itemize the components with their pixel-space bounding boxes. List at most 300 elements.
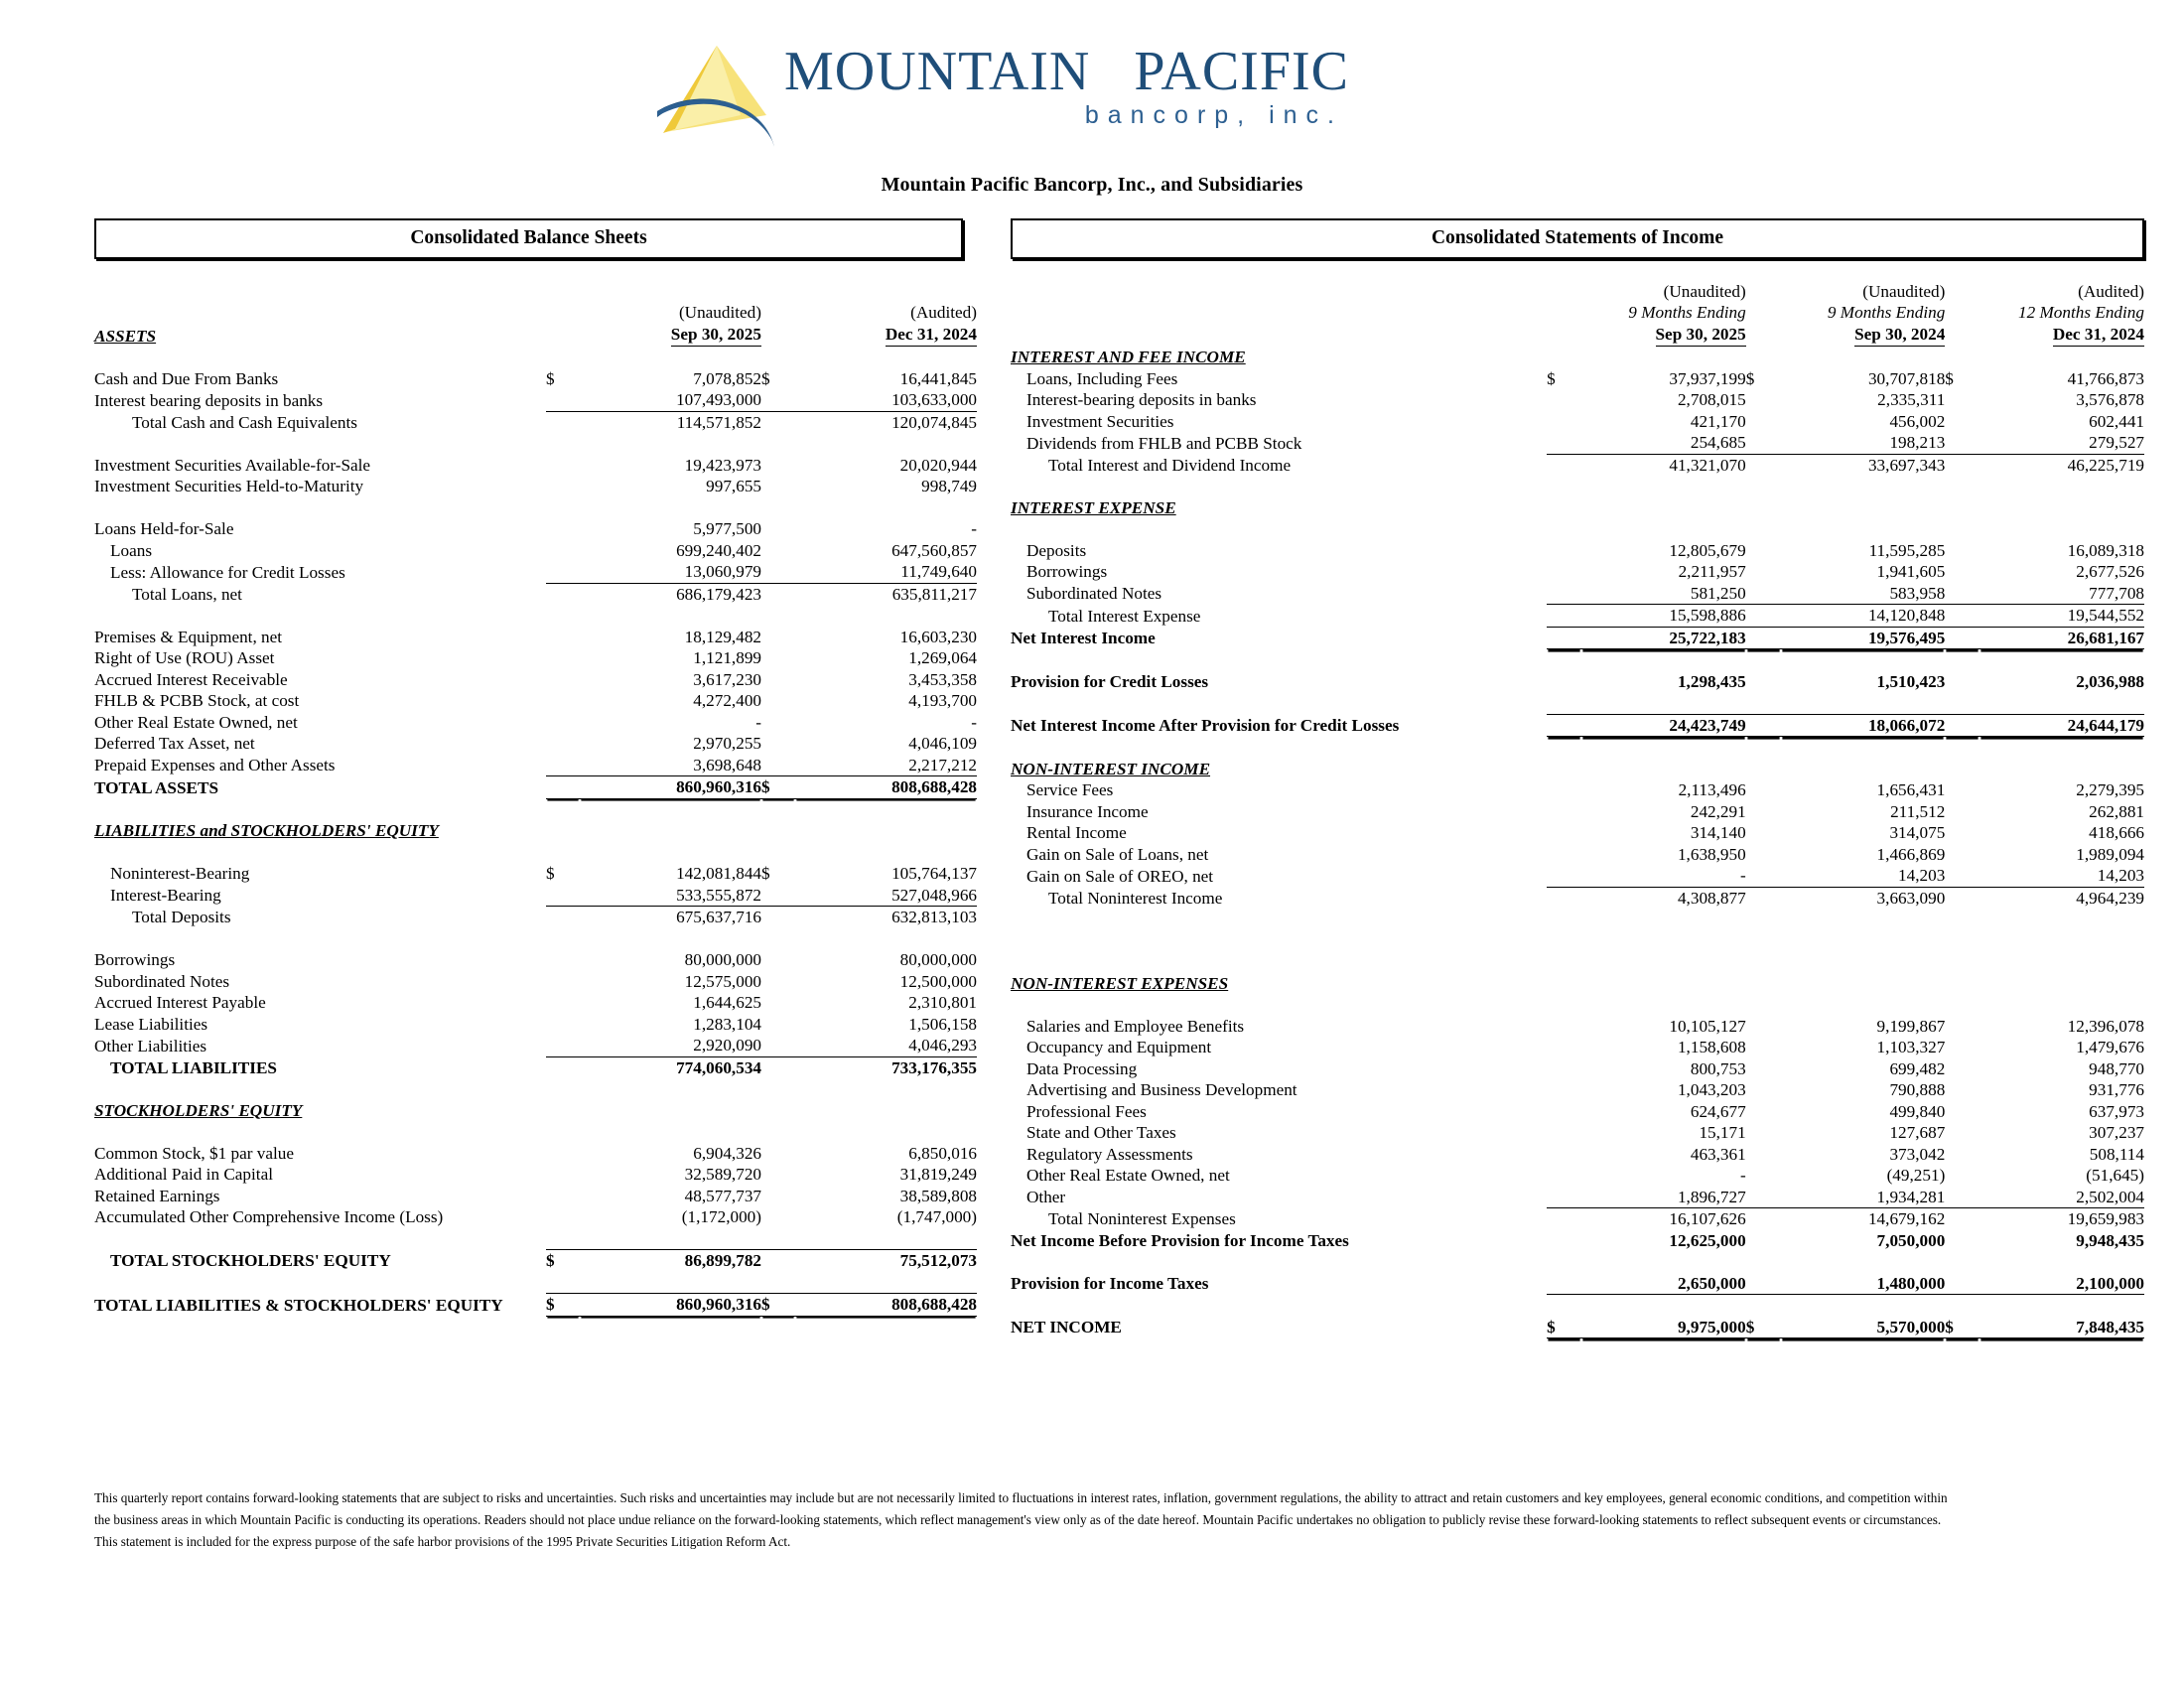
empty [795,1228,977,1250]
table-row [94,1164,977,1186]
currency-symbol [1547,454,1581,476]
currency-symbol [1945,1144,1979,1166]
empty [1011,324,1547,348]
currency-symbol [1945,1037,1979,1058]
row-label: Borrowings [1026,562,1108,581]
currency-symbol [546,1186,580,1207]
currency-symbol [546,885,580,907]
column-period-label: 12 Months Ending [2018,303,2144,322]
row-label: Total Deposits [132,908,231,926]
table-row [1011,1208,2144,1230]
amount-cell: 18,129,482 [684,627,761,646]
currency-symbol: $ [546,864,555,883]
company-title: Mountain Pacific Bancorp, Inc., and Subsidiaries [881,174,1303,196]
currency-symbol [1945,865,1979,887]
spacer-cell [94,259,977,281]
amount-cell: - [755,712,761,732]
row-label: Accrued Interest Receivable [94,669,288,689]
amount-cell: 12,625,000 [1669,1230,1746,1250]
amount-cell: 254,685 [1581,432,1746,454]
spacer-row [1011,518,2144,540]
liabilities-equity-header [94,820,977,842]
row-label: Common Stock, $1 par value [94,1143,294,1163]
column-audit-label: (Audited) [910,303,977,322]
row-label: Net Income Before Provision for Income Taxes [1011,1230,1349,1250]
currency-symbol [761,1035,795,1056]
currency-symbol [1945,1079,1979,1101]
currency-symbol [1945,801,1979,823]
amount-cell: 307,237 [2089,1123,2144,1142]
row-label: Total Noninterest Income [1048,888,1223,908]
currency-symbol [546,949,580,971]
row-label: Cash and Due From Banks [94,368,279,388]
table-row [94,733,977,755]
row-label: FHLB & PCBB Stock, at cost [94,691,300,710]
empty [1011,302,1547,324]
amount-cell: 26,681,167 [1979,627,2144,649]
table-row [1011,389,2144,411]
currency-symbol [1746,389,1781,411]
column-period-label: 9 Months Ending [1827,303,1946,322]
amount-cell: 1,158,608 [1677,1038,1746,1056]
empty [1746,324,1781,348]
currency-symbol [1746,714,1781,737]
column-date-header-row [94,324,977,348]
stockholders-equity-header-label: STOCKHOLDERS' EQUITY [94,1100,303,1120]
currency-symbol [1746,454,1781,476]
row-label: Other Real Estate Owned, net [94,712,298,732]
currency-symbol [1945,844,1979,866]
table-row [94,455,977,477]
currency-symbol [546,389,580,411]
currency-symbol [1746,801,1781,823]
amount-cell: 20,020,944 [899,455,977,475]
amount-cell: 948,770 [2089,1058,2144,1078]
currency-symbol [761,690,795,712]
spacer-cell [94,433,977,455]
amount-cell: 808,688,428 [795,776,977,799]
row-label: Loans [110,540,153,560]
liabilities-equity-header-label: LIABILITIES and STOCKHOLDERS' EQUITY [94,821,439,840]
amount-cell: 1,644,625 [693,993,761,1012]
table-row [94,885,977,907]
empty [761,324,795,348]
amount-cell: 11,749,640 [795,561,977,583]
currency-symbol [761,1250,795,1272]
row-label: Deferred Tax Asset, net [94,734,255,753]
amount-cell: 4,964,239 [2076,888,2144,908]
table-row [1011,779,2144,801]
spacer-cell [1011,930,2144,952]
table-row [1011,411,2144,433]
amount-cell: 80,000,000 [684,950,761,969]
amount-cell: 9,975,000 [1581,1317,1746,1338]
amount-cell: 13,060,979 [580,561,761,583]
currency-symbol [1746,1230,1781,1252]
currency-symbol [761,1143,795,1165]
currency-symbol [546,411,580,433]
income-statement-panel [1011,218,2144,1360]
amount-cell: 80,000,000 [899,950,977,969]
currency-symbol [1746,887,1781,909]
amount-cell: 3,617,230 [693,669,761,689]
spacer-cell [1011,1295,2144,1317]
row-label: Professional Fees [1026,1101,1147,1121]
amount-cell: 1,656,431 [1876,780,1946,799]
row-label: Deposits [1026,540,1087,560]
row-label: Accrued Interest Payable [94,993,266,1012]
amount-cell: 107,493,000 [580,389,761,411]
table-row [1011,1101,2144,1123]
amount-cell: 24,644,179 [1979,714,2144,737]
amount-cell: 5,570,000 [1781,1317,1946,1338]
table-row [1011,1122,2144,1144]
amount-cell: 508,114 [2089,1144,2144,1164]
currency-symbol [546,971,580,993]
amount-cell: 48,577,737 [684,1186,761,1205]
currency-symbol [1746,1187,1781,1208]
amount-cell: 1,466,869 [1876,844,1946,864]
currency-symbol [1746,779,1781,801]
spacer-row [1011,909,2144,930]
currency-symbol: $ [761,1294,795,1317]
amount-cell: 1,989,094 [2076,844,2144,864]
amount-cell: 1,298,435 [1677,671,1746,691]
currency-symbol [1945,1187,1979,1208]
amount-cell: 4,272,400 [693,691,761,710]
balance-sheet-title: Consolidated Balance Sheets [94,218,963,259]
currency-symbol [1945,822,1979,844]
spacer-cell [94,605,977,627]
column-date-label: Sep 30, 2025 [580,324,761,348]
row-label: Accumulated Other Comprehensive Income (Loss) [94,1207,444,1226]
currency-symbol [1746,583,1781,605]
row-label: Less: Allowance for Credit Losses [110,562,345,582]
currency-symbol [761,1164,795,1186]
amount-cell: 1,480,000 [1781,1273,1946,1295]
currency-symbol [546,1056,580,1078]
amount-cell: 12,396,078 [2067,1016,2144,1036]
currency-symbol [1945,1016,1979,1038]
table-row [1011,1187,2144,1208]
table-row [94,647,977,669]
amount-cell: (51,645) [2086,1166,2144,1185]
table-row [1011,844,2144,866]
currency-symbol: $ [761,368,770,388]
row-label: Subordinated Notes [94,971,230,991]
amount-cell: 46,225,719 [2067,455,2144,475]
currency-symbol [1746,605,1781,628]
amount-cell: 808,688,428 [795,1294,977,1317]
amount-cell: 583,958 [1781,583,1946,605]
amount-cell: 41,766,873 [2067,368,2144,388]
amount-cell: 1,638,950 [1677,844,1746,864]
table-row [94,971,977,993]
currency-symbol [1547,801,1581,823]
amount-cell: 41,321,070 [1669,455,1746,475]
table-row [94,476,977,497]
row-label: State and Other Taxes [1026,1123,1176,1142]
spacer-row [1011,994,2144,1016]
amount-cell: 262,881 [2089,801,2144,821]
empty [1945,281,1979,303]
row-label: Additional Paid in Capital [94,1165,273,1184]
currency-symbol [546,992,580,1014]
currency-symbol [546,455,580,477]
amount-cell: (1,747,000) [896,1207,977,1226]
spacer-row [1011,951,2144,973]
currency-symbol [546,1035,580,1056]
currency-symbol [761,1186,795,1207]
row-label: Loans, Including Fees [1026,368,1178,388]
amount-cell: 14,679,162 [1867,1209,1946,1228]
amount-cell: 314,140 [1690,823,1746,842]
spacer-cell [1011,476,2144,497]
currency-symbol [546,755,580,776]
currency-symbol [761,1056,795,1078]
currency-symbol [761,733,795,755]
disclaimer-line-2: the business areas in which Mountain Pacific is conducting its operations. Readers should not place undue reliance on the forward-looking statements, which reflect management's view only as of the date hereof. Mountain Pacific undertakes no obligation to publicly revise these forward-looking statements to reflect subsequent events or circumstances. [94,1512,1942,1527]
currency-symbol [761,971,795,993]
logo-word-mountain: MOUNTAIN [784,41,1091,102]
row-label: Total Loans, net [132,584,242,604]
amount-cell: 581,250 [1581,583,1746,605]
row-label: Net Interest Income [1011,629,1156,647]
empty [1945,324,1979,348]
income-statement-title: Consolidated Statements of Income [1011,218,2144,259]
section-interest-and-fee-income [1011,347,2144,368]
empty [546,1228,580,1250]
currency-symbol: $ [546,1251,555,1270]
empty [1547,302,1581,324]
currency-symbol [761,712,795,734]
currency-symbol [1945,1058,1979,1080]
column-audit-header-row [94,302,977,324]
amount-cell: 16,089,318 [2067,540,2144,560]
spacer-row [94,497,977,519]
table-row [1011,454,2144,476]
spacer-row [94,842,977,864]
amount-cell: 637,973 [2089,1101,2144,1121]
currency-symbol [1945,454,1979,476]
table-row [1011,714,2144,737]
amount-cell: 997,655 [706,477,761,495]
balance-sheet-table [94,259,977,1317]
amount-cell: 127,687 [1889,1123,1946,1142]
currency-symbol [761,627,795,648]
currency-symbol [1945,714,1979,737]
currency-symbol [1945,389,1979,411]
spacer-row [1011,692,2144,714]
currency-symbol: $ [1746,1317,1781,1338]
row-label: Other Liabilities [94,1036,207,1055]
currency-symbol [1746,1165,1781,1187]
empty [580,1228,761,1250]
amount-cell: 1,506,158 [908,1014,977,1034]
amount-cell: 931,776 [2089,1080,2144,1099]
amount-cell: 2,211,957 [1678,562,1746,581]
currency-symbol: $ [1945,368,1954,388]
row-label: Gain on Sale of Loans, net [1026,844,1209,864]
currency-symbol [1746,1058,1781,1080]
amount-cell: 7,848,435 [1979,1317,2144,1338]
amount-cell: 1,121,899 [693,648,761,667]
column-audit-label: (Unaudited) [1862,281,1946,301]
amount-cell: 2,279,395 [2076,780,2144,799]
amount-cell: 2,677,526 [2076,562,2144,581]
amount-cell: (49,251) [1886,1166,1946,1185]
currency-symbol [546,627,580,648]
row-label: Advertising and Business Development [1026,1080,1297,1099]
row-label: Total Cash and Cash Equivalents [132,412,357,432]
spacer-cell [1011,994,2144,1016]
currency-symbol [1547,822,1581,844]
amount-cell: 2,113,496 [1678,780,1746,799]
spacer-cell [94,1078,977,1100]
spacer-row [1011,737,2144,759]
amount-cell: 16,603,230 [899,627,977,646]
amount-cell: 602,441 [2089,411,2144,431]
currency-symbol [761,885,795,907]
amount-cell: 19,544,552 [1979,605,2144,628]
table-row [1011,1016,2144,1038]
amount-cell: 19,576,495 [1781,627,1946,649]
currency-symbol: $ [1945,1317,1979,1338]
assets-header: ASSETS [94,326,157,346]
spacer-row [1011,1295,2144,1317]
currency-symbol [546,907,580,928]
amount-cell: 3,663,090 [1876,888,1946,908]
currency-symbol [1547,1122,1581,1144]
currency-symbol [546,518,580,540]
currency-symbol [1547,1187,1581,1208]
table-row [1011,368,2144,390]
currency-symbol [1547,844,1581,866]
amount-cell: 2,036,988 [2076,671,2144,691]
currency-symbol [1945,432,1979,454]
empty [546,1272,580,1294]
amount-cell: 421,170 [1690,411,1746,431]
empty [1547,324,1581,348]
row-label: Interest bearing deposits in banks [94,390,324,410]
currency-symbol [1746,411,1781,433]
table-row [1011,1058,2144,1080]
amount-cell: 114,571,852 [676,412,761,432]
currency-symbol [1746,1037,1781,1058]
table-row [94,1056,977,1078]
table-row [94,690,977,712]
row-label: Insurance Income [1026,801,1149,821]
currency-symbol [1547,1101,1581,1123]
currency-symbol: $ [1745,368,1755,388]
amount-cell: 9,948,435 [2076,1230,2144,1250]
row-label: Right of Use (ROU) Asset [94,648,275,667]
amount-cell: 456,002 [1889,411,1946,431]
currency-symbol [1945,1165,1979,1187]
amount-cell: - [1581,865,1746,887]
logo-word-pacific: PACIFIC [1134,41,1349,102]
empty [546,324,580,348]
amount-cell: 2,335,311 [1877,390,1946,409]
currency-symbol [1945,1122,1979,1144]
currency-symbol [761,907,795,928]
currency-symbol [1945,1273,1979,1295]
amount-cell: 12,805,679 [1669,540,1746,560]
table-row [94,755,977,776]
amount-cell: 19,659,983 [2067,1209,2144,1228]
amount-cell: 2,502,004 [1979,1187,2144,1208]
table-row [94,776,977,799]
spacer-row [1011,1338,2144,1360]
amount-cell: 4,308,877 [1677,888,1746,908]
section-interest-expense-label: INTEREST EXPENSE [1011,497,1176,517]
currency-symbol [1547,1058,1581,1080]
amount-cell: 120,074,845 [891,412,977,432]
table-row [94,907,977,928]
spacer-row [94,928,977,950]
row-label: Regulatory Assessments [1026,1144,1193,1164]
currency-symbol [1945,411,1979,433]
table-row [1011,801,2144,823]
currency-symbol [1945,540,1979,562]
rule-row [94,1272,977,1294]
amount-cell: 1,103,327 [1876,1038,1946,1056]
spacer-row [94,433,977,455]
currency-symbol [1547,540,1581,562]
amount-cell: 800,753 [1690,1058,1746,1078]
table-row [1011,865,2144,887]
amount-cell: 1,934,281 [1781,1187,1946,1208]
amount-cell: 2,920,090 [580,1035,761,1056]
spacer-cell [1011,1251,2144,1273]
currency-symbol [761,647,795,669]
amount-cell: 105,764,137 [891,864,977,883]
amount-cell: 860,960,316 [580,1294,761,1317]
currency-symbol [1547,1037,1581,1058]
amount-cell: 4,046,109 [908,734,977,753]
table-row [94,712,977,734]
amount-cell: 2,217,212 [795,755,977,776]
amount-cell: 3,453,358 [908,669,977,689]
spacer-row [1011,259,2144,281]
empty [580,1272,761,1294]
row-label: Total Interest Expense [1048,606,1201,626]
row-label: Lease Liabilities [94,1014,208,1034]
column-date-label: Dec 31, 2024 [1979,324,2144,348]
currency-symbol [761,1206,795,1228]
row-label: Service Fees [1026,780,1114,799]
row-label: Prepaid Expenses and Other Assets [94,756,336,774]
amount-cell: 31,819,249 [899,1165,977,1184]
currency-symbol [1746,822,1781,844]
amount-cell: 279,527 [1979,432,2144,454]
amount-cell: 7,050,000 [1876,1230,1946,1250]
rule-row [94,1228,977,1250]
amount-cell: 774,060,534 [676,1057,761,1077]
table-row [94,1294,977,1317]
currency-symbol [1547,1079,1581,1101]
table-row [1011,1165,2144,1187]
amount-cell: 1,043,203 [1677,1080,1746,1099]
amount-cell: 12,500,000 [899,971,977,991]
currency-symbol [1945,1101,1979,1123]
empty [546,302,580,324]
currency-symbol [1945,1208,1979,1230]
currency-symbol [761,561,795,583]
amount-cell: 463,361 [1690,1144,1746,1164]
section-interest-expense [1011,497,2144,519]
table-row [1011,627,2144,649]
